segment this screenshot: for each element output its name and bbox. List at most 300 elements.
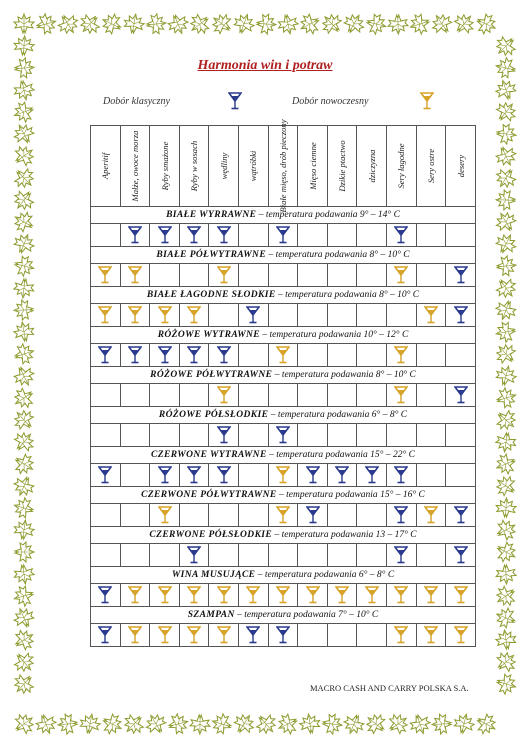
section-header-row <box>91 527 476 544</box>
column-header <box>416 126 446 207</box>
column-header <box>209 126 239 207</box>
martini-glass-modern-icon <box>217 626 231 644</box>
maple-leaf-icon <box>142 710 169 737</box>
martini-glass-modern-icon <box>335 586 349 604</box>
wine-type-name: RÓŻOWE PÓŁSŁODKIE <box>158 410 269 420</box>
maple-leaf-icon <box>10 406 38 434</box>
pairing-cell <box>298 624 328 647</box>
temperature-label: temperatura podawania <box>269 330 362 340</box>
martini-glass-modern-icon <box>246 586 260 604</box>
temperature-value: 15° – 16° C <box>380 490 425 500</box>
martini-glass-classic-icon <box>394 466 408 484</box>
martini-glass-classic-icon <box>276 626 290 644</box>
maple-leaf-icon <box>13 519 35 541</box>
section-header-row <box>91 487 476 504</box>
temperature-value: 8° – 10° C <box>369 250 410 260</box>
column-header-label: Małże, owoce morza <box>129 130 140 202</box>
pairing-cell <box>387 504 417 527</box>
maple-leaf-icon <box>493 648 520 676</box>
pairing-cell <box>91 264 121 287</box>
section-header: WINA MUSUJĄCE – temperatura podawania 6° – 8° C <box>91 567 476 584</box>
temperature-value: 6° – 8° C <box>371 410 408 420</box>
maple-leaf-icon <box>493 77 518 101</box>
pairing-cell <box>150 504 180 527</box>
maple-leaf-icon <box>190 715 210 734</box>
maple-leaf-icon <box>12 79 36 102</box>
pairing-cell <box>91 224 121 247</box>
temperature-value: 9° – 14° C <box>359 210 400 220</box>
martini-glass-classic-icon <box>365 466 379 484</box>
pairing-cell <box>387 624 417 647</box>
martini-glass-modern-icon <box>128 626 142 644</box>
martini-glass-classic-icon <box>454 386 468 404</box>
maple-leaf-icon <box>10 120 37 146</box>
martini-glass-classic-icon <box>217 346 231 364</box>
pairing-cell <box>298 384 328 407</box>
maple-leaf-icon <box>431 714 451 735</box>
section-header-row <box>91 567 476 584</box>
pairing-cell <box>327 584 357 607</box>
pairing-cell <box>387 584 417 607</box>
maple-leaf-icon <box>232 11 257 36</box>
section-header: RÓŻOWE PÓŁSŁODKIE – temperatura podawania 6° – 8° C <box>91 407 476 424</box>
martini-glass-classic-icon <box>306 506 320 524</box>
pairing-cell <box>446 584 476 607</box>
wine-type-name: BIAŁE PÓŁWYTRAWNE <box>156 250 267 260</box>
maple-leaf-icon <box>492 472 519 499</box>
maple-leaf-icon <box>492 208 519 235</box>
maple-leaf-icon <box>10 208 36 235</box>
martini-glass-modern-icon <box>98 306 112 324</box>
pairing-cell <box>416 344 446 367</box>
maple-leaf-icon <box>494 386 518 411</box>
martini-glass-modern-icon <box>187 306 201 324</box>
maple-leaf-icon <box>492 583 519 610</box>
column-header <box>327 126 357 207</box>
pairing-cell <box>239 544 269 567</box>
pairing-cell <box>91 464 121 487</box>
pairing-cell <box>91 624 121 647</box>
maple-leaf-icon <box>493 98 520 125</box>
maple-leaf-icon <box>12 341 36 366</box>
maple-leaf-icon <box>296 11 322 38</box>
maple-leaf-icon <box>11 451 38 478</box>
maple-leaf-icon <box>362 710 389 738</box>
martini-glass-modern-icon <box>424 306 438 324</box>
pairing-cell <box>239 424 269 447</box>
pairing-cell <box>179 584 209 607</box>
column-header-row <box>91 126 476 207</box>
pairing-cell <box>179 264 209 287</box>
maple-leaf-icon <box>78 712 101 734</box>
pairing-cell <box>91 544 121 567</box>
martini-glass-classic-icon <box>187 546 201 564</box>
maple-leaf-icon <box>12 584 36 608</box>
column-header-label: Ryby smażone <box>159 141 170 191</box>
maple-leaf-icon <box>428 10 455 37</box>
martini-glass-modern-icon <box>420 92 434 110</box>
pairing-cell <box>120 424 150 447</box>
martini-glass-modern-icon <box>306 586 320 604</box>
pairing-cell <box>91 304 121 327</box>
section-header-row <box>91 407 476 424</box>
pairing-cell <box>268 584 298 607</box>
pairing-cell <box>387 424 417 447</box>
pairing-cell <box>327 504 357 527</box>
pairing-cell <box>179 344 209 367</box>
maple-leaf-icon <box>11 231 37 256</box>
martini-glass-modern-icon <box>276 346 290 364</box>
maple-leaf-icon <box>473 711 499 738</box>
pairing-cell <box>179 304 209 327</box>
maple-leaf-icon <box>493 275 520 302</box>
maple-leaf-icon <box>11 710 38 737</box>
maple-leaf-icon <box>146 13 167 35</box>
temperature-label: temperatura podawania <box>281 370 374 380</box>
pairing-cell <box>179 384 209 407</box>
section-header: BIAŁE WYRRAWNE – temperatura podawania 9° – 14° C <box>91 207 476 224</box>
wine-type-name: CZERWONE PÓŁWYTRAWNE <box>141 490 277 500</box>
pairing-cell <box>327 424 357 447</box>
maple-leaf-icon <box>11 474 37 499</box>
pairing-cell <box>209 464 239 487</box>
pairing-cell <box>209 424 239 447</box>
martini-glass-classic-icon <box>158 226 172 244</box>
pairing-cell <box>446 224 476 247</box>
temperature-label: temperatura podawania <box>265 210 358 220</box>
maple-leaf-icon <box>12 496 36 520</box>
pairing-cell <box>120 464 150 487</box>
pairing-row <box>91 424 476 447</box>
maple-leaf-icon <box>341 712 367 737</box>
pairing-cell <box>239 264 269 287</box>
pairing-cell <box>209 304 239 327</box>
pairing-cell <box>357 504 387 527</box>
maple-leaf-icon <box>452 712 476 735</box>
maple-leaf-icon <box>385 710 412 737</box>
martini-glass-modern-icon <box>187 626 201 644</box>
pairing-cell <box>416 624 446 647</box>
pairing-cell <box>239 504 269 527</box>
pairing-cell <box>239 624 269 647</box>
maple-leaf-icon <box>11 364 37 390</box>
maple-leaf-icon <box>493 605 518 631</box>
martini-glass-classic-icon <box>276 426 290 444</box>
maple-leaf-icon <box>13 564 35 586</box>
pairing-cell <box>327 304 357 327</box>
pairing-cell <box>327 624 357 647</box>
maple-leaf-icon <box>493 298 518 323</box>
maple-leaf-icon <box>167 712 191 736</box>
legend-modern-label: Dobór nowoczesny <box>292 96 369 107</box>
pairing-row <box>91 464 476 487</box>
martini-glass-classic-icon <box>158 466 172 484</box>
maple-leaf-icon <box>14 14 34 33</box>
pairing-cell <box>357 624 387 647</box>
column-header-label: Aperitif <box>100 152 111 180</box>
pairing-cell <box>387 544 417 567</box>
section-header: CZERWONE WYTRAWNE – temperatura podawania 15° – 22° C <box>91 447 476 464</box>
maple-leaf-icon <box>13 35 34 55</box>
pairing-cell <box>268 304 298 327</box>
pairing-cell <box>120 624 150 647</box>
pairing-row <box>91 624 476 647</box>
pairing-cell <box>209 344 239 367</box>
maple-leaf-icon <box>13 278 35 299</box>
pairing-cell <box>179 504 209 527</box>
pairing-cell <box>357 224 387 247</box>
pairing-cell <box>387 304 417 327</box>
column-header-label: desery <box>455 154 466 178</box>
martini-glass-modern-icon <box>276 506 290 524</box>
maple-leaf-icon <box>33 712 58 737</box>
pairing-cell <box>239 344 269 367</box>
maple-leaf-icon <box>299 713 322 735</box>
pairing-cell <box>298 344 328 367</box>
martini-glass-modern-icon <box>454 586 468 604</box>
pairing-cell <box>387 384 417 407</box>
pairing-cell <box>446 384 476 407</box>
martini-glass-modern-icon <box>394 586 408 604</box>
pairing-row <box>91 224 476 247</box>
maple-leaf-icon <box>55 11 82 38</box>
martini-glass-modern-icon <box>128 306 142 324</box>
pairing-cell <box>209 544 239 567</box>
section-header-row <box>91 327 476 344</box>
martini-glass-classic-icon <box>454 506 468 524</box>
pairing-cell <box>327 544 357 567</box>
pairing-cell <box>179 424 209 447</box>
martini-glass-modern-icon <box>424 626 438 644</box>
maple-leaf-icon <box>10 671 38 699</box>
maple-leaf-icon <box>492 33 520 61</box>
pairing-cell <box>120 264 150 287</box>
pairing-cell <box>120 504 150 527</box>
maple-leaf-icon <box>57 713 78 735</box>
martini-glass-classic-icon <box>187 466 201 484</box>
pairing-cell <box>357 264 387 287</box>
maple-leaf-icon <box>208 10 235 37</box>
section-header: RÓŻOWE WYTRAWNE – temperatura podawania 10° – 12° C <box>91 327 476 344</box>
pairing-cell <box>327 224 357 247</box>
martini-glass-modern-icon <box>394 266 408 284</box>
maple-leaf-icon <box>11 428 39 455</box>
pairing-cell <box>268 424 298 447</box>
wine-type-name: BIAŁE ŁAGODNE SŁODKIE <box>146 290 276 300</box>
temperature-label: temperatura podawania <box>275 250 368 260</box>
column-header-label: Ryby w sosach <box>189 140 200 192</box>
wine-type-name: RÓŻOWE WYTRAWNE <box>157 330 261 340</box>
martini-glass-classic-icon <box>394 226 408 244</box>
pairing-cell <box>298 544 328 567</box>
pairing-cell <box>209 624 239 647</box>
maple-leaf-icon <box>99 711 125 737</box>
martini-glass-classic-icon <box>228 92 242 110</box>
maple-leaf-icon <box>407 12 431 37</box>
martini-glass-classic-icon <box>454 306 468 324</box>
maple-leaf-icon <box>11 142 38 169</box>
temperature-value: 10° – 12° C <box>363 330 409 340</box>
pairing-cell <box>120 344 150 367</box>
pairing-cell <box>387 224 417 247</box>
maple-leaf-icon <box>186 11 213 38</box>
pairing-cell <box>209 384 239 407</box>
pairing-cell <box>416 304 446 327</box>
pairing-cell <box>268 264 298 287</box>
maple-leaf-icon <box>210 712 234 737</box>
martini-glass-classic-icon <box>217 466 231 484</box>
martini-glass-modern-icon <box>158 506 172 524</box>
section-header-row <box>91 367 476 384</box>
temperature-value: 8° – 10° C <box>375 370 416 380</box>
pairing-row <box>91 504 476 527</box>
pairing-cell <box>209 504 239 527</box>
page-title: Harmonia win i potraw <box>197 58 333 73</box>
martini-glass-modern-icon <box>217 266 231 284</box>
pairing-cell <box>298 224 328 247</box>
pairing-cell <box>327 344 357 367</box>
maple-leaf-icon <box>496 190 515 210</box>
martini-glass-modern-icon <box>158 306 172 324</box>
pairing-row <box>91 344 476 367</box>
maple-leaf-icon <box>11 626 38 653</box>
pairing-cell <box>268 344 298 367</box>
maple-leaf-icon <box>408 712 433 736</box>
maple-leaf-icon <box>492 165 519 192</box>
pairing-cell <box>268 384 298 407</box>
maple-leaf-icon <box>493 516 519 543</box>
maple-leaf-icon <box>165 12 191 37</box>
pairing-cell <box>416 584 446 607</box>
column-header-label: Mięso ciemne <box>307 142 318 190</box>
maple-leaf-icon <box>496 564 517 584</box>
maple-leaf-icon <box>10 385 37 412</box>
martini-glass-modern-icon <box>424 506 438 524</box>
pairing-cell <box>150 384 180 407</box>
column-header-label: Sery ostre <box>426 148 436 184</box>
maple-leaf-icon <box>231 710 258 737</box>
column-header <box>446 126 476 207</box>
martini-glass-classic-icon <box>98 586 112 604</box>
pairing-cell <box>357 344 387 367</box>
maple-leaf-icon <box>11 605 37 630</box>
martini-glass-modern-icon <box>217 386 231 404</box>
pairing-cell <box>357 384 387 407</box>
pairing-cell <box>416 224 446 247</box>
wine-type-name: CZERWONE WYTRAWNE <box>151 450 267 460</box>
maple-leaf-icon <box>493 407 520 435</box>
pairing-cell <box>357 464 387 487</box>
maple-leaf-icon <box>99 11 125 37</box>
pairing-cell <box>416 264 446 287</box>
maple-leaf-icon <box>253 711 281 738</box>
maple-leaf-icon <box>493 231 519 257</box>
column-header-label: wątróbki <box>248 150 259 182</box>
pairing-row <box>91 544 476 567</box>
martini-glass-modern-icon <box>276 586 290 604</box>
maple-leaf-icon <box>494 320 516 343</box>
maple-leaf-icon <box>493 451 518 477</box>
pairing-cell <box>150 544 180 567</box>
martini-glass-classic-icon <box>246 306 260 324</box>
maple-leaf-icon <box>275 711 301 737</box>
pairing-cell <box>446 544 476 567</box>
section-header: RÓŻOWE PÓŁWYTRAWNE – temperatura podawania 8° – 10° C <box>91 367 476 384</box>
maple-leaf-icon <box>341 10 368 36</box>
temperature-label: temperatura podawania <box>285 290 377 300</box>
martini-glass-modern-icon <box>424 586 438 604</box>
pairing-row <box>91 264 476 287</box>
pairing-row <box>91 304 476 327</box>
maple-leaf-icon <box>496 123 517 145</box>
pairing-cell <box>446 424 476 447</box>
maple-leaf-icon <box>318 10 346 38</box>
temperature-value: 8° – 10° C <box>379 290 420 300</box>
martini-glass-classic-icon <box>98 626 112 644</box>
pairing-cell <box>120 384 150 407</box>
pairing-cell <box>239 464 269 487</box>
pairing-cell <box>150 584 180 607</box>
column-header-label: dziczyzna <box>366 149 377 183</box>
martini-glass-classic-icon <box>454 546 468 564</box>
wine-type-name: RÓŻOWE PÓŁWYTRAWNE <box>150 370 273 380</box>
section-header: CZERWONE PÓŁWYTRAWNE – temperatura podawania 15° – 16° C <box>91 487 476 504</box>
maple-leaf-icon <box>11 165 39 193</box>
martini-glass-classic-icon <box>217 426 231 444</box>
martini-glass-classic-icon <box>187 226 201 244</box>
pairing-cell <box>387 344 417 367</box>
martini-glass-modern-icon <box>365 586 379 604</box>
maple-leaf-icon <box>123 12 146 34</box>
pairing-cell <box>446 624 476 647</box>
pairing-cell <box>91 504 121 527</box>
footer-company: MACRO CASH AND CARRY POLSKA S.A. <box>310 683 469 693</box>
maple-leaf-icon <box>11 649 39 676</box>
pairing-cell <box>298 464 328 487</box>
pairing-cell <box>416 464 446 487</box>
martini-glass-modern-icon <box>158 586 172 604</box>
pairing-cell <box>150 624 180 647</box>
maple-leaf-icon <box>365 12 388 36</box>
temperature-label: temperatura podawania <box>244 610 336 620</box>
maple-leaf-icon <box>496 497 517 517</box>
pairing-cell <box>327 264 357 287</box>
martini-glass-classic-icon <box>454 266 468 284</box>
section-header: CZERWONE PÓŁSŁODKIE – temperatura podawania 13 – 17° C <box>91 527 476 544</box>
martini-glass-classic-icon <box>158 346 172 364</box>
martini-glass-classic-icon <box>394 506 408 524</box>
section-header-row <box>91 287 476 304</box>
pairing-cell <box>91 344 121 367</box>
wine-type-name: BIAŁE WYRRAWNE <box>166 210 257 220</box>
wine-food-pairing-table <box>90 119 476 647</box>
wine-type-name: WINA MUSUJĄCE <box>171 570 256 580</box>
maple-leaf-icon <box>493 144 519 170</box>
martini-glass-classic-icon <box>128 226 142 244</box>
column-header-label: Białe mięso, drób pieczony <box>277 119 288 213</box>
pairing-cell <box>446 344 476 367</box>
martini-glass-modern-icon <box>128 266 142 284</box>
maple-leaf-icon <box>13 254 36 278</box>
temperature-value: 6° – 8° C <box>358 570 395 580</box>
section-header-row <box>91 247 476 264</box>
pairing-cell <box>357 544 387 567</box>
maple-leaf-icon <box>276 13 300 36</box>
maple-leaf-icon <box>495 432 518 454</box>
pairing-cell <box>387 464 417 487</box>
martini-glass-classic-icon <box>276 226 290 244</box>
section-header-row <box>91 447 476 464</box>
